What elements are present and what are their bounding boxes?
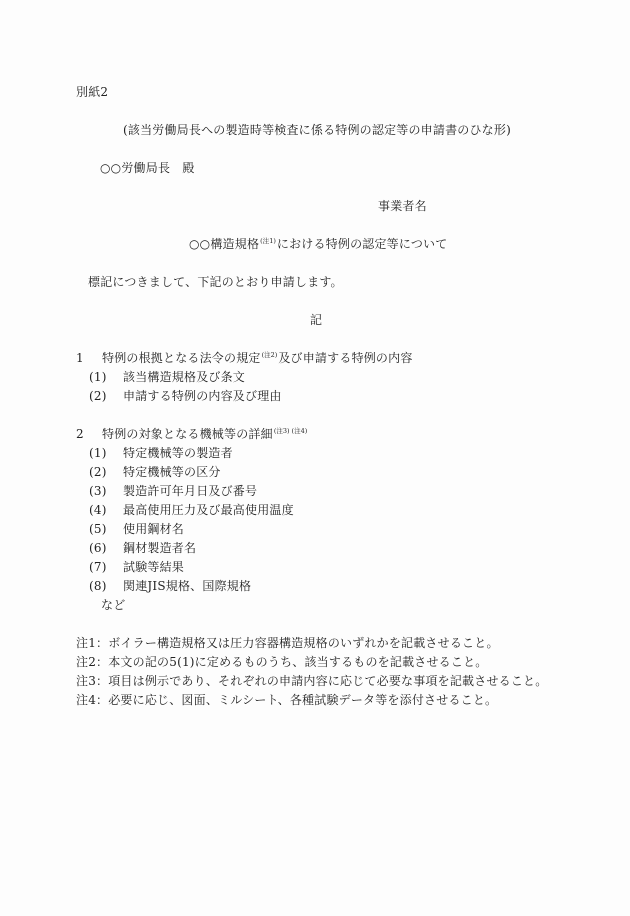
list-item: (7) 試験等結果 [89, 560, 185, 574]
addressee: ○○労働局長 殿 [100, 161, 195, 175]
note-1: 注1：ボイラー構造規格又は圧力容器構造規格のいずれかを記載させること。 [76, 636, 499, 650]
subject-after: における特例の認定等について [276, 237, 448, 251]
list-item: (8) 関連JIS規格、国際規格 [89, 579, 252, 593]
list-trailing-text: など [101, 598, 126, 612]
list-item: (2) 特定機械等の区分 [89, 465, 221, 479]
note-3: 注3：項目は例示であり、それぞれの申請内容に応じて必要な事項を記載させること。 [76, 674, 548, 688]
ki-label: 記 [310, 313, 323, 327]
list-item: (6) 鋼材製造者名 [89, 541, 197, 555]
list-item: (5) 使用鋼材名 [89, 522, 185, 536]
section-2-heading [76, 428, 308, 440]
section-number: 1 [76, 351, 84, 365]
subject-line [189, 238, 447, 250]
intro-text: 標記につきまして、下記のとおり申請します。 [88, 275, 343, 289]
note-2: 注2：本文の記の5(1)に定めるものうち、該当するものを記載させること。 [76, 655, 488, 669]
list-item: (2) 申請する特例の内容及び理由 [89, 389, 282, 403]
section-title-before: 特例の対象となる機械等の詳細 [102, 427, 273, 441]
list-item: (1) 特定機械等の製造者 [89, 446, 233, 460]
note-ref-3: (注3) [273, 427, 290, 435]
section-title-after: 及び申請する特例の内容 [278, 351, 413, 365]
list-item: (3) 製造許可年月日及び番号 [89, 484, 258, 498]
attachment-label: 別紙2 [76, 85, 109, 99]
subject-before: ○○構造規格 [189, 237, 260, 251]
applicant-label: 事業者名 [378, 199, 427, 213]
note-ref-4: (注4) [291, 427, 308, 435]
note-4: 注4：必要に応じ、図面、ミルシート、各種試験データ等を添付させること。 [76, 693, 498, 707]
form-title: (該当労働局長への製造時等検査に係る特例の認定等の申請書のひな形) [123, 123, 511, 137]
section-title-before: 特例の根拠となる法令の規定 [102, 351, 261, 365]
list-item: (1) 該当構造規格及び条文 [89, 370, 246, 384]
note-ref-2: (注2) [261, 351, 278, 359]
list-item: (4) 最高使用圧力及び最高使用温度 [89, 503, 294, 517]
section-1-heading [76, 352, 413, 364]
note-ref-1: (注1) [260, 237, 276, 245]
section-number: 2 [76, 427, 84, 441]
